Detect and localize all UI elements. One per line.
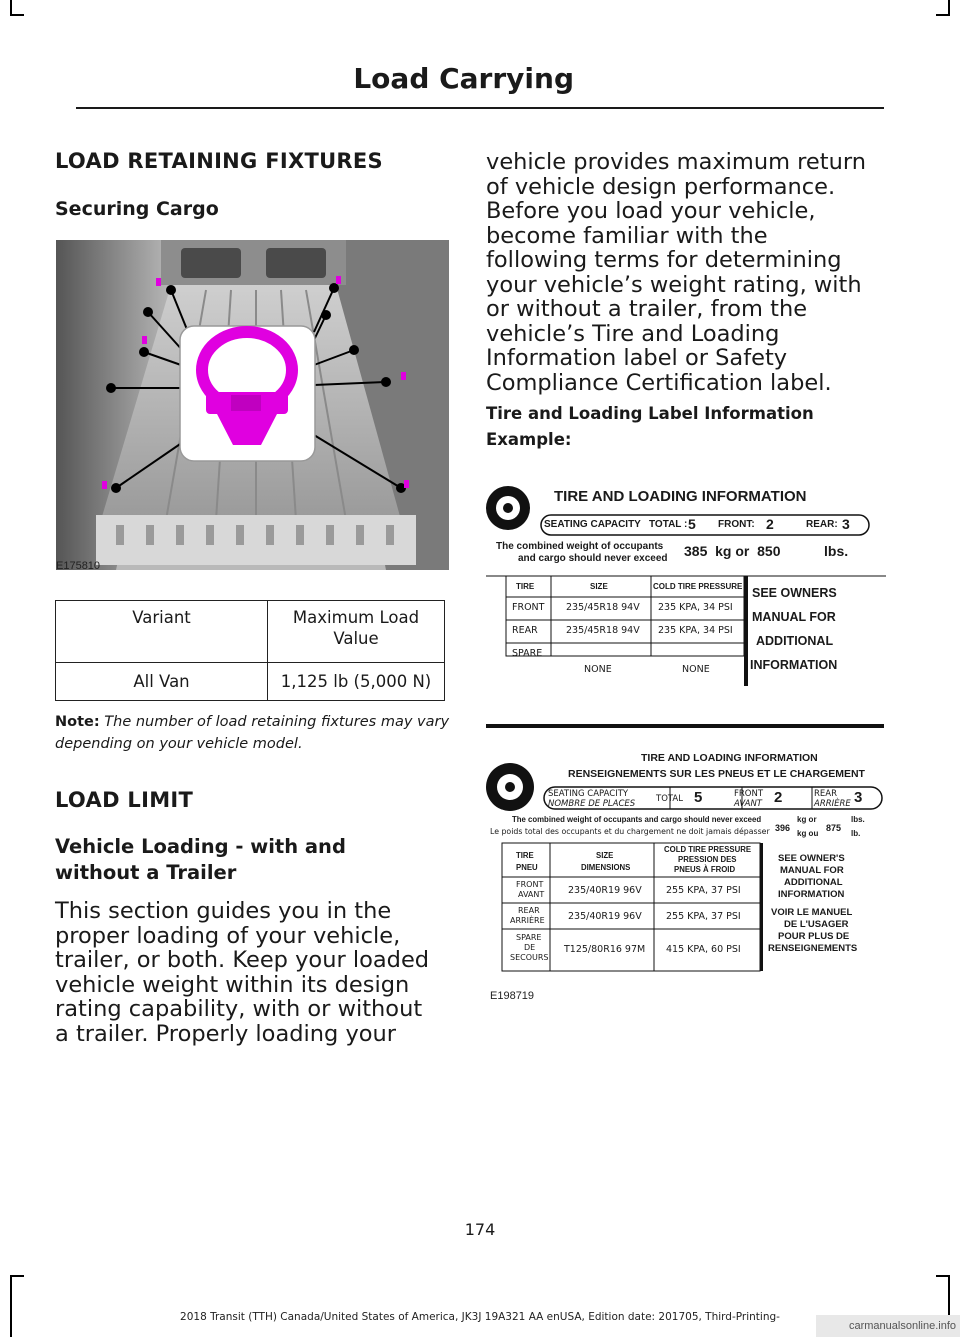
label1-row-tire: FRONT [512, 602, 545, 613]
table-header-variant: Variant [56, 601, 268, 663]
crop-mark [10, 1277, 12, 1337]
label1-row-pressure: NONE [682, 664, 710, 675]
label1-total: 5 [688, 516, 696, 532]
label1-row-size: NONE [584, 664, 612, 675]
label2-row-pressure: 255 KPA, 37 PSI [666, 911, 741, 922]
body-line: a trailer. Properly loading your [55, 1020, 397, 1047]
table-cell-max-load: 1,125 lb (5,000 N) [268, 663, 445, 701]
note-text: The number of load retaining fixtures may vary depending on your vehicle model. [55, 714, 450, 752]
label1-col-size: SIZE [590, 582, 608, 591]
label2-kg-or: kg or [797, 815, 817, 824]
label2-combined-en: The combined weight of occupants and cargo should never exceed [512, 815, 762, 824]
figure-divider [486, 724, 884, 728]
crop-mark [10, 1275, 24, 1277]
body-line: Before you load your vehicle, [486, 198, 816, 224]
body-line: of vehicle design performance. [486, 173, 836, 200]
tire-icon [486, 486, 530, 530]
label2-seating-fr: NOMBRE DE PLACES [548, 799, 636, 809]
body-line: proper loading of your vehicle, [55, 922, 401, 949]
label2-total-label: TOTAL [656, 794, 683, 804]
table-header-row [56, 601, 445, 663]
label1-rear: 3 [842, 516, 850, 532]
cargo-floor-figure [56, 240, 449, 570]
body-line: vehicle’s Tire and Loading [486, 320, 780, 347]
subsection-title-securing-cargo: Securing Cargo [55, 198, 219, 220]
body-line: rating capability, with or without [55, 996, 423, 1022]
crop-mark [10, 0, 12, 14]
section-title-load-limit: LOAD LIMIT [55, 788, 194, 812]
label2-row-size: 235/40R19 96V [568, 911, 642, 922]
label2-row-tire: FRONT [516, 880, 544, 889]
label2-side: RENSEIGNEMENTS [768, 943, 858, 954]
label1-front-label: FRONT: [718, 519, 755, 530]
label2-col-size-fr: DIMENSIONS [581, 863, 631, 872]
label2-row-tire-fr2: SECOURS [510, 953, 549, 962]
label1-side: SEE OWNERS [752, 586, 837, 600]
body-line: or without a trailer, from the [486, 296, 808, 322]
label2-side: SEE OWNER'S [778, 853, 845, 864]
footer-text: 2018 Transit (TTH) Canada/United States of America, JK3J 19A321 AA enUSA, Edition date: 201705, Third-Printing- [180, 1311, 780, 1323]
header-rule [76, 107, 884, 109]
label2-combined-fr: Le poids total des occupants et du chargement ne doit jamais dépasser [490, 827, 770, 836]
label1-front: 2 [766, 516, 774, 532]
label2-kg-ou: kg ou [797, 829, 819, 838]
body-line: your vehicle’s weight rating, with [486, 271, 862, 298]
watermark: carmanualsonline.info [816, 1315, 960, 1337]
body-line: vehicle provides maximum return [486, 149, 866, 175]
label1-row-pressure: 235 KPA, 34 PSI [658, 602, 733, 613]
label2-row-size: T125/80R16 97M [564, 944, 646, 955]
right-body-text [486, 150, 866, 395]
label2-rear-fr: ARRIÈRE [814, 799, 851, 809]
tire-label-example-2 [486, 745, 886, 985]
figure-code: E198719 [490, 990, 535, 1002]
label1-seating: SEATING CAPACITY [544, 519, 641, 530]
cargo-floor-illustration [56, 240, 449, 570]
page-number: 174 [464, 1220, 496, 1239]
label1-combined-2: and cargo should never exceed [518, 553, 668, 564]
label2-rear-en: REAR [814, 789, 837, 799]
label1-row-pressure: 235 KPA, 34 PSI [658, 625, 733, 636]
label2-seating-en: SEATING CAPACITY [548, 789, 629, 799]
load-value-table [55, 600, 445, 701]
label1-row-size: 235/45R18 94V [566, 602, 640, 613]
label1-row-tire: REAR [512, 625, 538, 636]
label2-front: 2 [774, 789, 783, 806]
label1-col-pressure: COLD TIRE PRESSURE [653, 582, 743, 591]
label2-front-fr: AVANT [734, 799, 762, 809]
label1-side: MANUAL FOR [752, 610, 836, 624]
label1-title: TIRE AND LOADING INFORMATION [554, 488, 807, 505]
label-info-title: Tire and Loading Label Information [486, 404, 814, 423]
label2-lbs-en: lbs. [851, 815, 865, 824]
label2-col-tire-fr: PNEU [516, 863, 538, 872]
label2-col-size: SIZE [596, 851, 614, 860]
example-title: Example: [486, 430, 572, 449]
label2-row-pressure: 255 KPA, 37 PSI [666, 885, 741, 896]
label2-col-pressure: COLD TIRE PRESSURE [664, 845, 752, 854]
label1-combined-1: The combined weight of occupants [496, 541, 664, 552]
label1-col-tire: TIRE [516, 582, 535, 591]
label2-side: INFORMATION [778, 889, 845, 900]
label1-row-tire: SPARE [512, 648, 543, 659]
body-line: Compliance Certification label. [486, 369, 832, 396]
label2-side: ADDITIONAL [784, 877, 843, 888]
page-header-title: Load Carrying [353, 62, 574, 95]
label2-row-pressure: 415 KPA, 60 PSI [666, 944, 741, 955]
label1-side: ADDITIONAL [756, 634, 834, 648]
left-body-text [55, 899, 429, 1046]
label2-title-en: TIRE AND LOADING INFORMATION [641, 752, 818, 764]
label2-side: POUR PLUS DE [778, 931, 850, 942]
note-paragraph [55, 711, 450, 755]
table-header-max-load: Maximum Load Value [268, 601, 445, 663]
table-cell-variant: All Van [56, 663, 268, 701]
body-line: This section guides you in the [55, 898, 392, 924]
label2-row-size: 235/40R19 96V [568, 885, 642, 896]
label1-side: INFORMATION [750, 658, 838, 672]
label2-side: VOIR LE MANUEL [771, 907, 853, 918]
label2-lbs-val: 875 [826, 823, 842, 833]
crop-mark [936, 1275, 950, 1277]
label2-kg-val: 396 [775, 823, 791, 833]
body-line: trailer, or both. Keep your loaded [55, 947, 430, 973]
label1-lbs: lbs. [824, 543, 849, 559]
label2-row-tire-fr: AVANT [518, 890, 545, 899]
label2-rear: 3 [854, 789, 863, 806]
tire-label-example-1 [486, 478, 886, 690]
note-label: Note: [55, 714, 100, 730]
label2-side: DE L'USAGER [784, 919, 849, 930]
label1-total-label: TOTAL : [649, 519, 688, 530]
label2-row-tire-fr: DE [524, 943, 536, 952]
label2-row-tire-fr: ARRIÈRE [510, 916, 545, 925]
crop-mark [948, 0, 950, 14]
table-row [56, 663, 445, 701]
label2-total: 5 [694, 789, 703, 806]
label2-front-en: FRONT [734, 789, 764, 799]
label2-col-tire: TIRE [516, 851, 534, 860]
label2-lbs-fr: lb. [851, 829, 861, 838]
subsection-title-vehicle-loading: Vehicle Loading - with and without a Trailer [55, 835, 346, 884]
label2-col-pressure-fr2: PNEUS À FROID [674, 865, 736, 874]
body-line: vehicle weight within its design [55, 971, 410, 998]
tire-icon [486, 763, 534, 811]
label2-row-tire: REAR [518, 906, 540, 915]
section-title-load-retaining: LOAD RETAINING FIXTURES [55, 149, 383, 173]
body-line: become familiar with the [486, 222, 768, 249]
label2-row-tire: SPARE [516, 933, 542, 942]
crop-mark [936, 14, 950, 16]
label2-title-fr: RENSEIGNEMENTS SUR LES PNEUS ET LE CHARGEMENT [568, 768, 865, 780]
body-line: following terms for determining [486, 247, 842, 273]
figure-code: E175810 [56, 560, 101, 572]
label2-side: MANUAL FOR [780, 865, 844, 876]
label1-rear-label: REAR: [806, 519, 838, 530]
label2-col-pressure-fr: PRESSION DES [678, 855, 737, 864]
crop-mark [10, 14, 24, 16]
label1-row-size: 235/45R18 94V [566, 625, 640, 636]
body-line: Information label or Safety [486, 345, 788, 371]
label1-kg: 385 kg or 850 [684, 543, 781, 559]
